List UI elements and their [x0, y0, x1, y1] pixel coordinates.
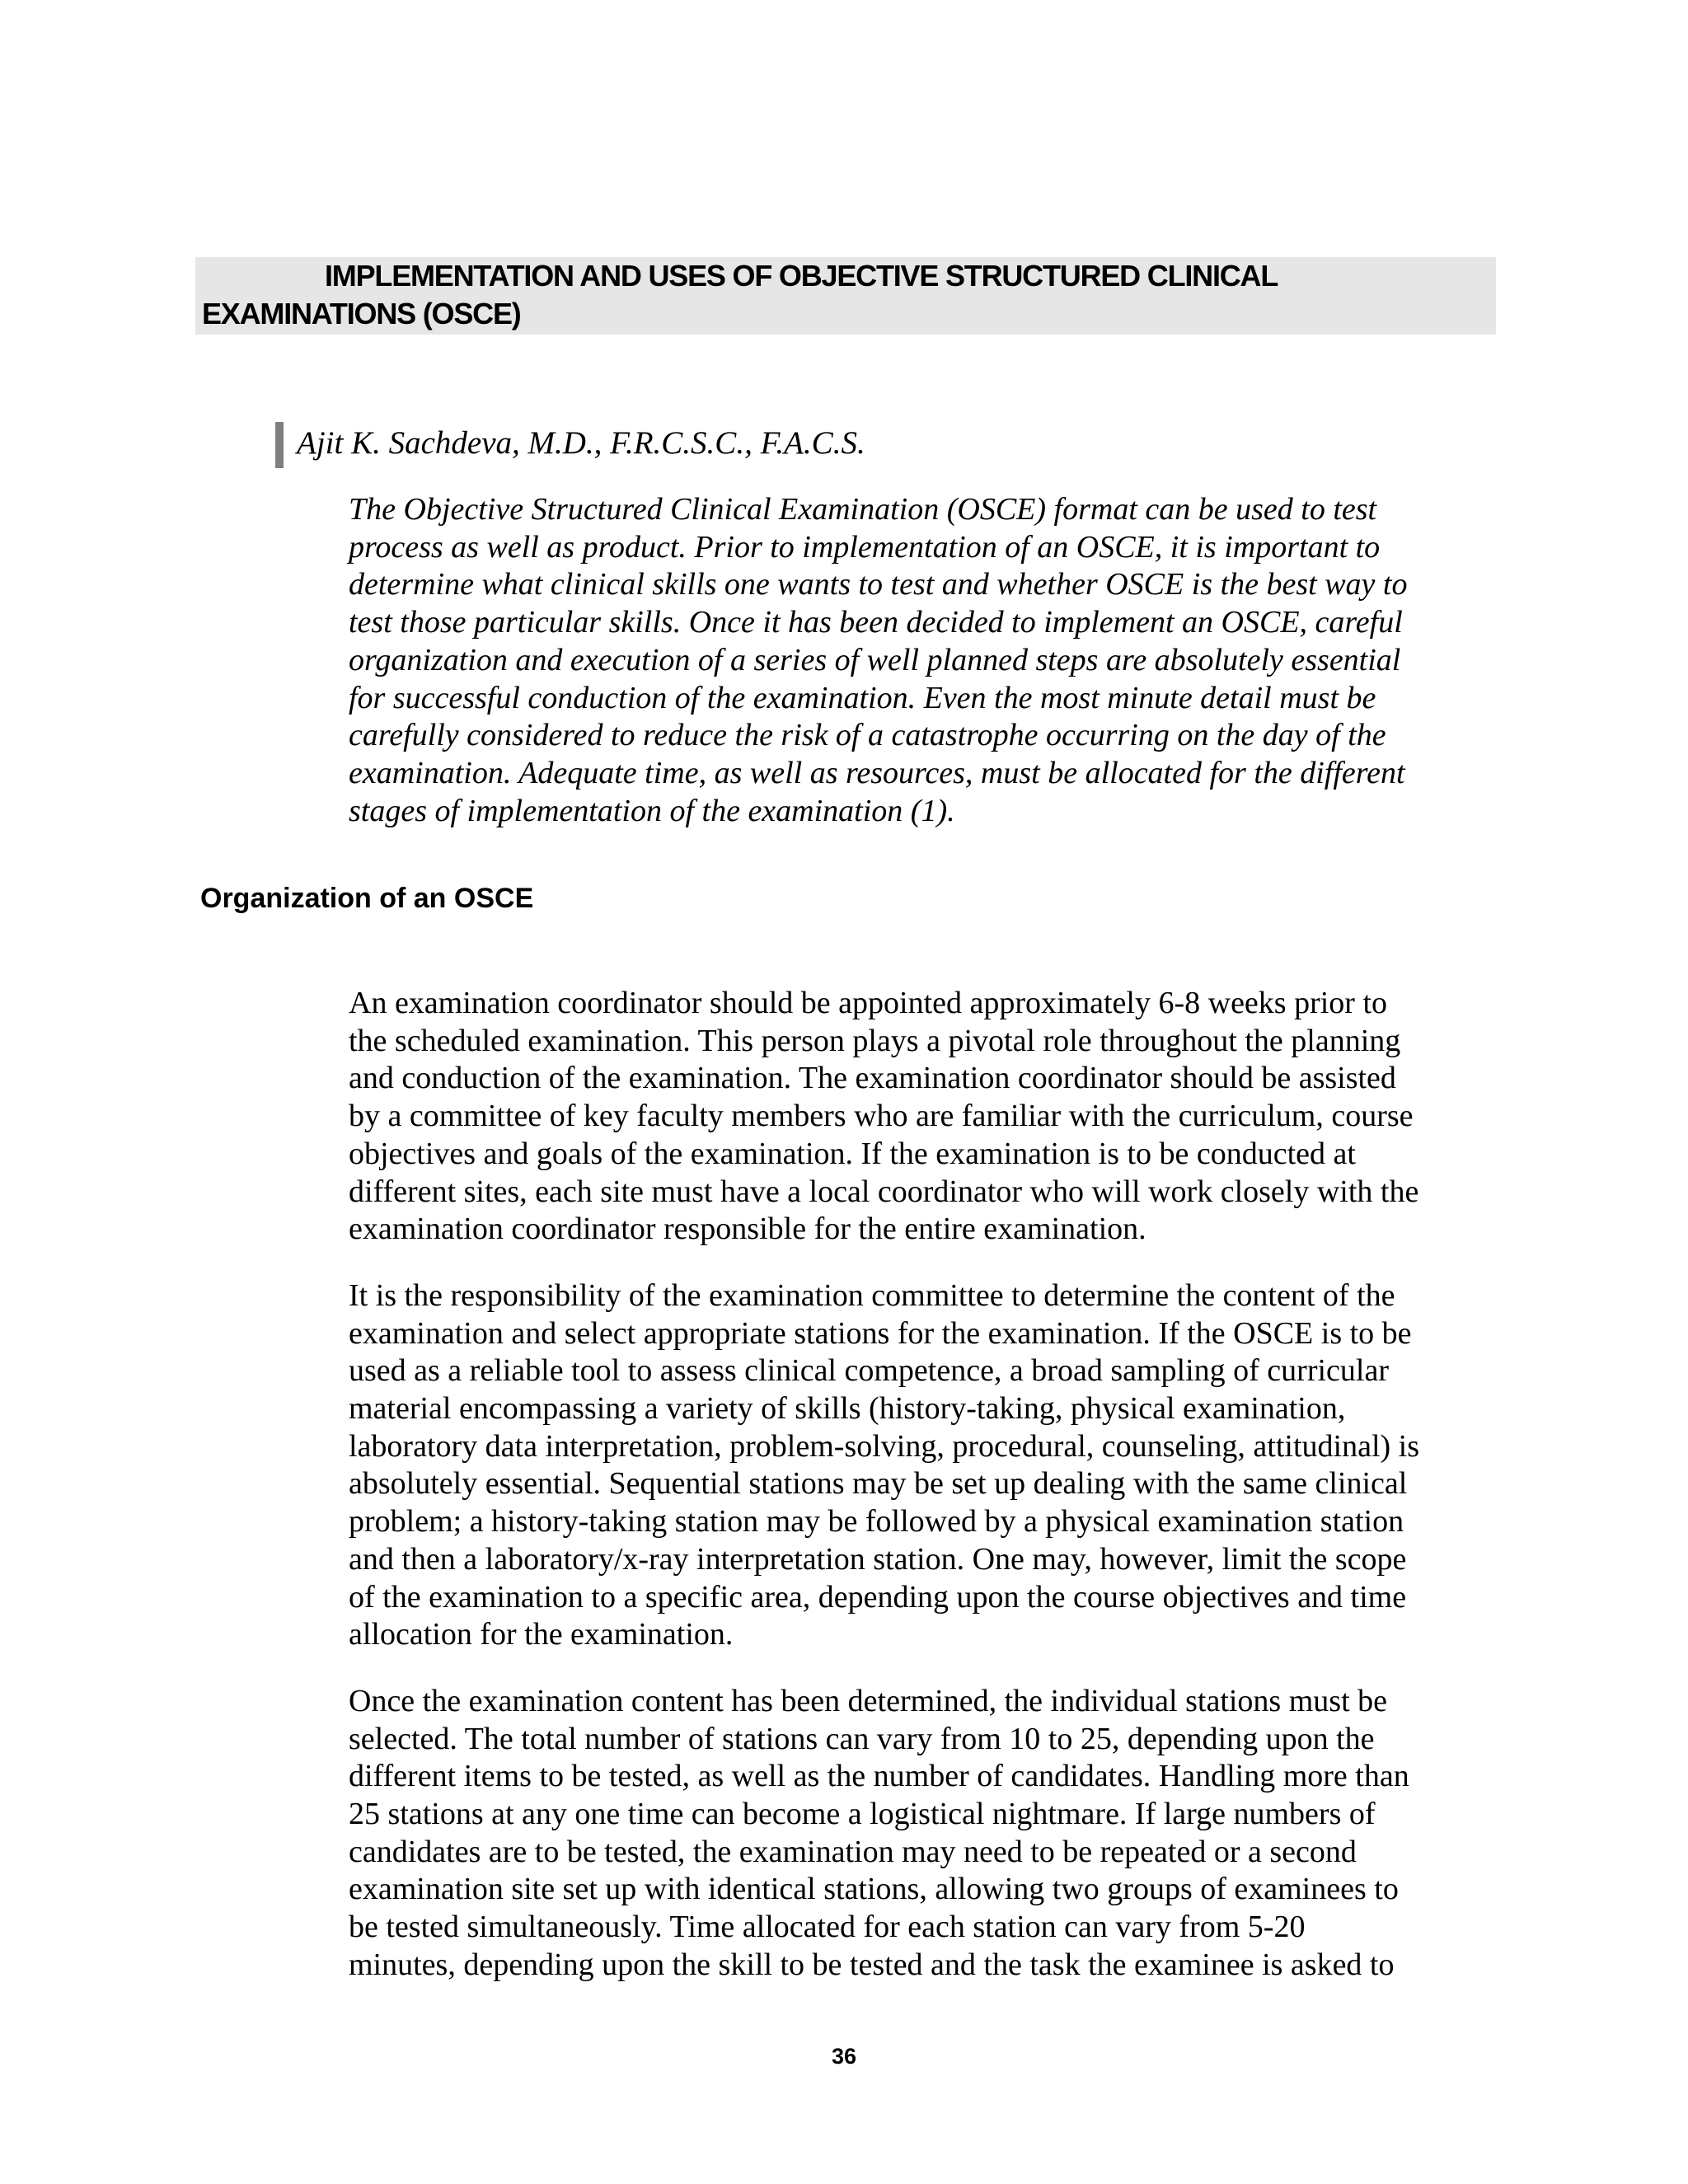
paragraph-line: examination and select appropriate stations for the examination. If the OSCE is to be — [349, 1315, 1412, 1351]
paragraph-line: laboratory data interpretation, problem-solving, procedural, counseling, attitudinal) is — [349, 1428, 1420, 1464]
paragraph-line: different items to be tested, as well as the number of candidates. Handling more than — [349, 1759, 1409, 1794]
paragraph-line: absolutely essential. Sequential stations may be set up dealing with the same clinical — [349, 1466, 1408, 1502]
paragraph-line: Once the examination content has been determined, the individual stations must be — [349, 1683, 1387, 1718]
paragraph-line: and conduction of the examination. The examination coordinator should be assisted — [349, 1061, 1396, 1096]
paragraph-line: and then a laboratory/x-ray interpretation station. One may, however, limit the scope — [349, 1541, 1407, 1577]
paragraph-line: by a committee of key faculty members who are familiar with the curriculum, course — [349, 1099, 1414, 1134]
paragraph — [349, 985, 1519, 1249]
section-heading: Organization of an OSCE — [200, 883, 534, 914]
paragraph-line: minutes, depending upon the skill to be tested and the task the examinee is asked to — [349, 1947, 1395, 1982]
page-number: 36 — [831, 2044, 857, 2069]
abstract-line: determine what clinical skills one wants to test and whether OSCE is the best way to — [349, 567, 1408, 602]
paragraph-line: selected. The total number of stations can vary from 10 to 25, depending upon the — [349, 1721, 1375, 1756]
paragraph-line: be tested simultaneously. Time allocated for each station can vary from 5-20 — [349, 1910, 1306, 1945]
author-marker-bar — [275, 422, 284, 468]
title-line: EXAMINATIONS (OSCE) — [202, 297, 521, 330]
paragraph-line: An examination coordinator should be appointed approximately 6-8 weeks prior to — [349, 986, 1388, 1020]
paragraph-line: examination coordinator responsible for the entire examination. — [349, 1212, 1146, 1247]
abstract-line: process as well as product. Prior to implementation of an OSCE, it is important to — [349, 529, 1381, 565]
body-text — [349, 985, 1519, 1985]
abstract — [349, 491, 1519, 830]
abstract-line: carefully considered to reduce the risk of a catastrophe occurring on the day of the — [349, 718, 1386, 753]
paragraph-line: used as a reliable tool to assess clinical competence, a broad sampling of curricular — [349, 1353, 1389, 1389]
abstract-line: stages of implementation of the examination (1). — [349, 793, 955, 828]
author-name: Ajit K. Sachdeva, M.D., F.R.C.S.C., F.A.C.S. — [297, 425, 865, 461]
paragraph-line: 25 stations at any one time can become a logistical nightmare. If large numbers of — [349, 1797, 1376, 1832]
document-title — [195, 257, 1496, 335]
paragraph-line: candidates are to be tested, the examination may need to be repeated or a second — [349, 1834, 1357, 1869]
paragraph-line: of the examination to a specific area, depending upon the course objectives and time — [349, 1579, 1407, 1615]
abstract-line: for successful conduction of the examination. Even the most minute detail must be — [349, 680, 1376, 715]
abstract-line: organization and execution of a series of well planned steps are absolutely essential — [349, 642, 1401, 677]
paragraph-line: It is the responsibility of the examination committee to determine the content of the — [349, 1277, 1395, 1313]
paragraph-line: material encompassing a variety of skills (history-taking, physical examination, — [349, 1391, 1346, 1427]
paragraph — [349, 1683, 1519, 1985]
abstract-line: test those particular skills. Once it has been decided to implement an OSCE, careful — [349, 605, 1403, 640]
title-line: IMPLEMENTATION AND USES OF OBJECTIVE STRUCTURED CLINICAL — [325, 259, 1278, 293]
paragraph-line: problem; a history-taking station may be followed by a physical examination station — [349, 1504, 1404, 1540]
paragraph-line: objectives and goals of the examination. If the examination is to be conducted at — [349, 1136, 1356, 1171]
paragraph-line: examination site set up with identical stations, allowing two groups of examinees to — [349, 1872, 1399, 1907]
paragraph-line: the scheduled examination. This person plays a pivotal role throughout the planning — [349, 1023, 1401, 1058]
abstract-line: examination. Adequate time, as well as resources, must be allocated for the different — [349, 755, 1405, 790]
paragraph — [349, 1277, 1519, 1654]
paragraph-line: allocation for the examination. — [349, 1617, 734, 1652]
abstract-line: The Objective Structured Clinical Examination (OSCE) format can be used to test — [349, 492, 1377, 527]
paragraph-line: different sites, each site must have a local coordinator who will work closely with the — [349, 1174, 1419, 1209]
